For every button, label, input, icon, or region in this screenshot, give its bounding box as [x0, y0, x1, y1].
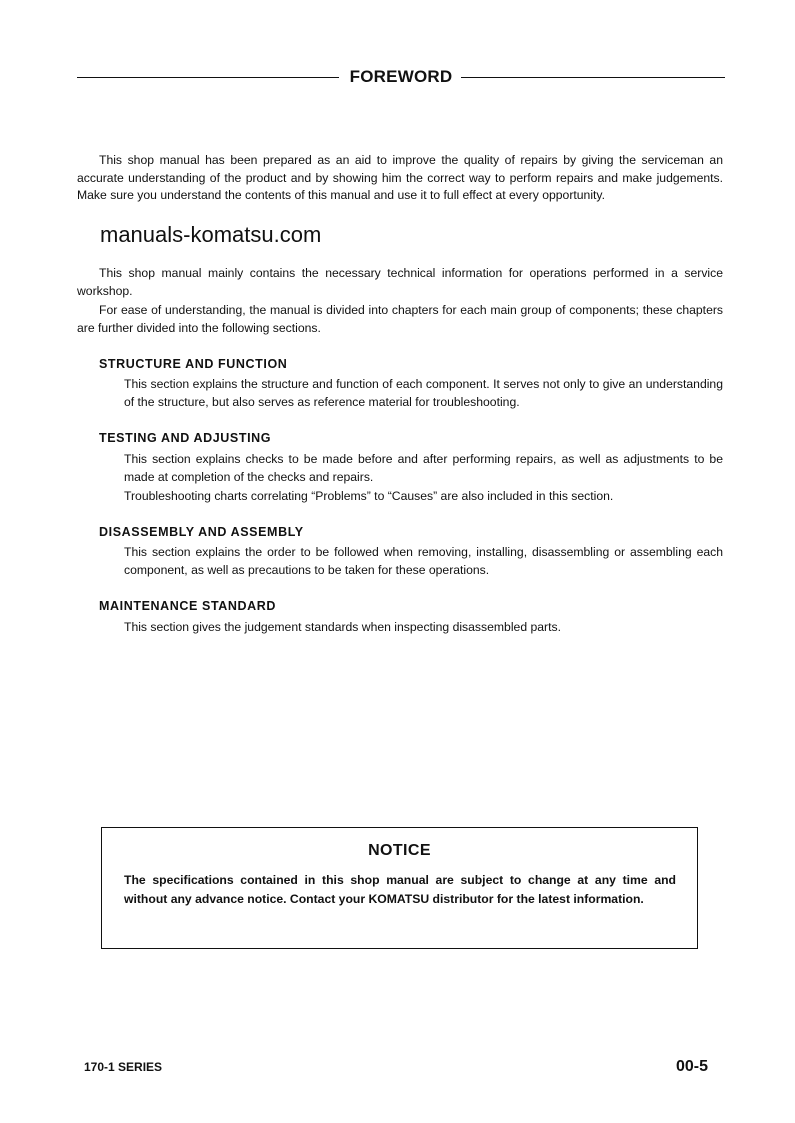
- section-text-structure: This section explains the structure and function of each component. It serves not only to give an understanding of the structure, but also serves as reference material for troubleshooting.: [124, 377, 723, 409]
- intro-paragraph-3: For ease of understanding, the manual is divided into chapters for each main group of components; these chapters are further divided into the following sections.: [77, 303, 723, 335]
- section-text-disassembly: This section explains the order to be followed when removing, installing, disassembling or assembling each component, as well as precautions to be taken for these operations.: [124, 545, 723, 577]
- footer-page-number: 00-5: [676, 1058, 709, 1075]
- section-heading-testing: TESTING AND ADJUSTING: [99, 431, 272, 445]
- notice-text: The specifications contained in this shop manual are subject to change at any time and without any advance notice. Contact your KOMATSU distributor for the latest information.: [124, 873, 676, 906]
- page-title: FOREWORD: [349, 67, 453, 86]
- section-text-testing-2: Troubleshooting charts correlating “Problems” to “Causes” are also included in this section.: [124, 489, 614, 503]
- footer-series: 170-1 SERIES: [84, 1060, 163, 1074]
- watermark-text: manuals-komatsu.com: [100, 222, 322, 247]
- header-rule-left: [77, 77, 339, 78]
- section-heading-structure: STRUCTURE AND FUNCTION: [99, 357, 288, 371]
- section-heading-maintenance: MAINTENANCE STANDARD: [99, 599, 277, 613]
- notice-box: [101, 827, 698, 949]
- section-heading-disassembly: DISASSEMBLY AND ASSEMBLY: [99, 525, 304, 539]
- section-text-testing: This section explains checks to be made before and after performing repairs, as well as adjustments to be made at completion of the checks and repairs.: [124, 452, 723, 484]
- intro-paragraph-1: This shop manual has been prepared as an aid to improve the quality of repairs by giving the serviceman an accurate understanding of the product and by showing him the correct way to perform repairs and make judgements. Make sure you understand the contents of this manual and use it to full effect at every opportunity.: [77, 153, 723, 202]
- section-text-maintenance: This section gives the judgement standards when inspecting disassembled parts.: [124, 620, 561, 634]
- header-rule-right: [461, 77, 725, 78]
- notice-title: NOTICE: [368, 842, 431, 859]
- intro-paragraph-2: This shop manual mainly contains the necessary technical information for operations performed in a service workshop.: [77, 266, 723, 298]
